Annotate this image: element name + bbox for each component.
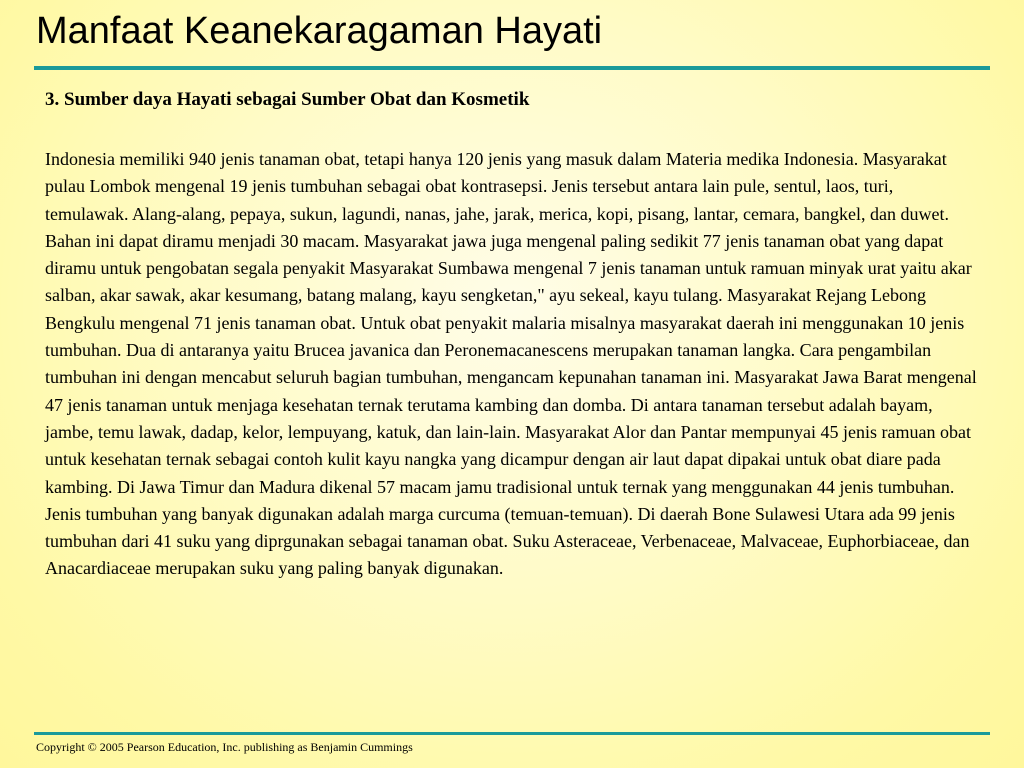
body-paragraph: Indonesia memiliki 940 jenis tanaman obat, tetapi hanya 120 jenis yang masuk dalam Materia medika Indonesia. Masyarakat pulau Lombok mengenal 19 jenis tumbuhan sebagai obat kontrasepsi. Jenis tersebut antara lain pule, sentul, laos, turi, temulawak. Alang-alang, pepaya, sukun, lagundi, nanas, jahe, jarak, merica, kopi, pisang, lantar, cemara, bangkel, dan duwet. Bahan ini dapat diramu menjadi 30 macam. Masyarakat jawa juga mengenal paling sedikit 77 jenis tanaman obat yang dapat diramu untuk pengobatan segala penyakit Masyarakat Sumbawa mengenal 7 jenis tanaman untuk ramuan minyak urat yaitu akar salban, akar sawak, akar kesumang, batang malang, kayu sengketan," ayu sekeal, kayu tulang. Masyarakat Rejang Lebong Bengkulu mengenal 71 jenis tanaman obat. Untuk obat penyakit malaria misalnya masyarakat daerah ini menggunakan 10 jenis tumbuhan. Dua di antaranya yaitu Brucea javanica dan Peronemacanescens merupakan tanaman langka. Cara pengambilan tumbuhan ini dengan mencabut seluruh bagian tumbuhan, mengancam kepunahan tanaman ini. Masyarakat Jawa Barat mengenal 47 jenis tanaman untuk menjaga kesehatan ternak terutama kambing dan domba. Di antara tanaman tersebut adalah bayam, jambe, temu lawak, dadap, kelor, lempuyang, katuk, dan lain-lain. Masyarakat Alor dan Pantar mempunyai 45 jenis ramuan obat untuk kesehatan ternak sebagai contoh kulit kayu nangka yang dicampur dengan air laut dapat dipakai untuk obat diare pada kambing. Di Jawa Timur dan Madura dikenal 57 macam jamu tradisional untuk ternak yang menggunakan 44 jenis tumbuhan. Jenis tumbuhan yang banyak digunakan adalah marga curcuma (temuan-temuan). Di daerah Bone Sulawesi Utara ada 99 jenis tumbuhan dari 41 suku yang diprgunakan sebagai tanaman obat. Suku Asteraceae, Verbenaceae, Malvaceae, Euphorbiaceae, dan Anacardiaceae merupakan suku yang paling banyak digunakan. [45, 149, 977, 579]
title-divider [34, 66, 990, 70]
slide-title: Manfaat Keanekaragaman Hayati [36, 10, 603, 52]
section-heading: 3. Sumber daya Hayati sebagai Sumber Obat dan Kosmetik [45, 89, 530, 110]
footer-divider [34, 732, 990, 735]
copyright-footer: Copyright © 2005 Pearson Education, Inc. publishing as Benjamin Cummings [36, 740, 413, 754]
